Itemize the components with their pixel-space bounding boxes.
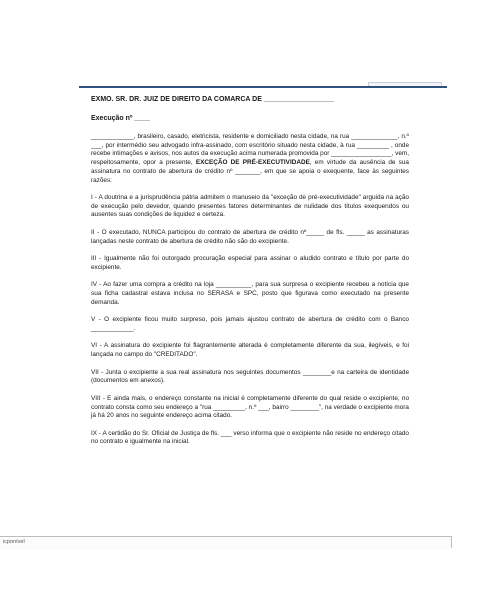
- execution-number: Execução nº ____: [91, 115, 150, 122]
- status-bar: [0, 536, 452, 549]
- status-bar-divider: [451, 536, 452, 548]
- paragraph-ii: II - O executado, NUNCA participou do contrato de abertura de crédito nº_____ de fls. _____ as assinaturas lançadas neste contrato de abertura de crédito não são do excipiente.: [91, 228, 409, 245]
- intro-text-b: , em virtude da ausência de sua assinatura no contrato de abertura de crédito nº _______, em que se apoia o exequente, face às seguintes razões:: [91, 159, 409, 184]
- intro-bold-title: EXCEÇÃO DE PRÉ-EXECUTIVIDADE: [195, 159, 310, 167]
- paragraph-iii: III - Igualmente não foi outorgado procuração especial para assinar o aludido contrato e título por parte do excipiente.: [91, 255, 409, 271]
- paragraph-i: I - A doutrina e a jurisprudência pátria admitem o manuseio da "exceção de pré-executividade" arguida na ação de execução pelo devedor, quando presentes fatores determinantes de nulidade dos títulos exequendos ou ausentes suas condições de liquidez e certeza.: [91, 194, 409, 219]
- paragraph-viii: VIII - E ainda mais, o endereço constante na inicial é completamente diferente do qual reside o excipiente, no contrato consta como seu endereço a "rua _________, n.º ___, bairro ________", na verdade o excipiente mora já há 20 anos no seguinte endereço acima citado.: [91, 394, 409, 420]
- intro-text-a: ____________, brasileiro, casado, eletricista, residente e domiciliado nesta cidade, na rua _____________, n.º ___, por intermédio seu advogado infra-assinado, com escritório situado nesta cidade, à rua _________ , onde recebe intimações e avisos, nos autos da execução acima numerada promovida por _________________, vem, respeitosamente, opor a presente,: [91, 133, 409, 167]
- header-rule: [79, 86, 447, 88]
- paragraph-iv: IV - Ao fazer uma compra a crédito na loja __________, para sua surpresa o excipiente recebeu a notícia que sua ficha cadastral estava inclusa no SERASA e SPC, posto que figurava como executado na presente demanda.: [91, 281, 409, 306]
- paragraph-vi: VI - A assinatura do excipiente foi flagrantemente alterada é completamente diferente da sua, ilegíveis, e foi lançada no campo do "CREDITADO".: [91, 342, 409, 359]
- paragraph-vii: VII - Junta o excipiente a sua real assinatura nos seguintes documentos ________e na carteira de identidade (documentos em anexos).: [91, 368, 409, 385]
- paragraph-v: V - O excipiente ficou muito surpreso, pois jamais ajustou contrato de abertura de crédito com o Banco ____________.: [91, 316, 409, 332]
- document-title: EXMO. SR. DR. JUIZ DE DIREITO DA COMARCA DE __________________: [91, 96, 334, 103]
- intro-paragraph: [91, 133, 409, 185]
- paragraph-ix: IX - A certidão do Sr. Oficial de Justiça de fls. ___ verso informa que o excipiente não reside no endereço citado no contrato e igualmente na inicial.: [91, 429, 409, 446]
- document-page: [91, 95, 409, 456]
- status-text: icponível: [3, 539, 25, 545]
